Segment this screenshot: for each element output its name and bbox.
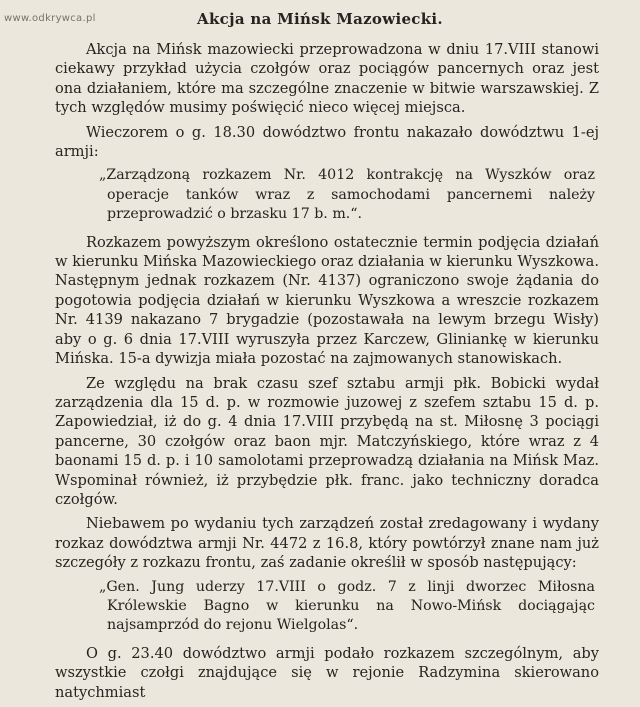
paragraph-orders-4137-4139: Rozkazem powyższym określono ostatecznie termin podjęcia działań w kierunku Mińska Mazowieckiego oraz działania w kierunku Wyszkowa. Następnym jednak rozkazem (Nr. 4137) ograniczono swoje żądania do pogotowia podjęcia działań w kierunku Wyszkowa a wreszcie rozkazem Nr. 4139 nakazano 7 brygadzie (pozostawała na lewym brzegu Wisły) aby o g. 6 dnia 17.VIII wyruszyła przez Karczew, Gliniankę w kierunku Mińska. 15-a dywizja miała pozostać na zajmowanych stanowiskach.: [55, 233, 599, 368]
watermark: www.odkrywca.pl: [4, 13, 96, 24]
quote-gen-jung: „Gen. Jung uderzy 17.VIII o godz. 7 z linji dworzec Miłosna Królewskie Bagno w kierunku na Nowo-Mińsk dociągając najsamprzód do rejonu Wielgolas“.: [99, 578, 595, 634]
paragraph-final: O g. 23.40 dowództwo armji podało rozkazem szczególnym, aby wszystkie czołgi znajdujące się w rejonie Radzymina skierowano natychmiast: [55, 644, 599, 701]
paragraph-intro: Akcja na Mińsk mazowiecki przeprowadzona w dniu 17.VIII stanowi ciekawy przykład użycia czołgów oraz pociągów pancernych oraz jest ona działaniem, które ma szczególne znaczenie w bitwie warszawskiej. Z tych względów musimy poświęcić nieco więcej miejsca.: [55, 41, 599, 117]
quote-order-4012: „Zarządzoną rozkazem Nr. 4012 kontrakcję na Wyszków oraz operacje tanków wraz z samochodami pancernemi należy przeprowadzić o brzasku 17 b. m.“.: [99, 167, 595, 223]
page-title: Akcja na Mińsk Mazowiecki.: [197, 10, 443, 28]
paragraph-order-4472: Niebawem po wydaniu tych zarządzeń został zredagowany i wydany rozkaz dowództwa armji Nr. 4472 z 16.8, który powtórzył znane nam już szczegóły z rozkazu frontu, zaś zadanie określił w sposób następujący:: [55, 515, 599, 572]
paragraph-bobicki: Ze względu na brak czasu szef sztabu armji płk. Bobicki wydał zarządzenia dla 15 d. p. w rozmowie juzowej z szefem sztabu 15 d. p. Zapowiedział, iż do g. 4 dnia 17.VIII przybędą na st. Miłosnę 3 pociągi pancerne, 30 czołgów oraz baon mjr. Matczyńskiego, które wraz z 4 baonami 15 d. p. i 10 samolotami przeprowadzą działania na Mińsk Maz. Wspominał również, iż przybędzie płk. franc. jako techniczny doradca czołgów.: [55, 374, 599, 508]
paragraph-order-evening: Wieczorem o g. 18.30 dowództwo frontu nakazało dowództwu 1-ej armji:: [55, 123, 599, 161]
document-body: [55, 40, 599, 707]
